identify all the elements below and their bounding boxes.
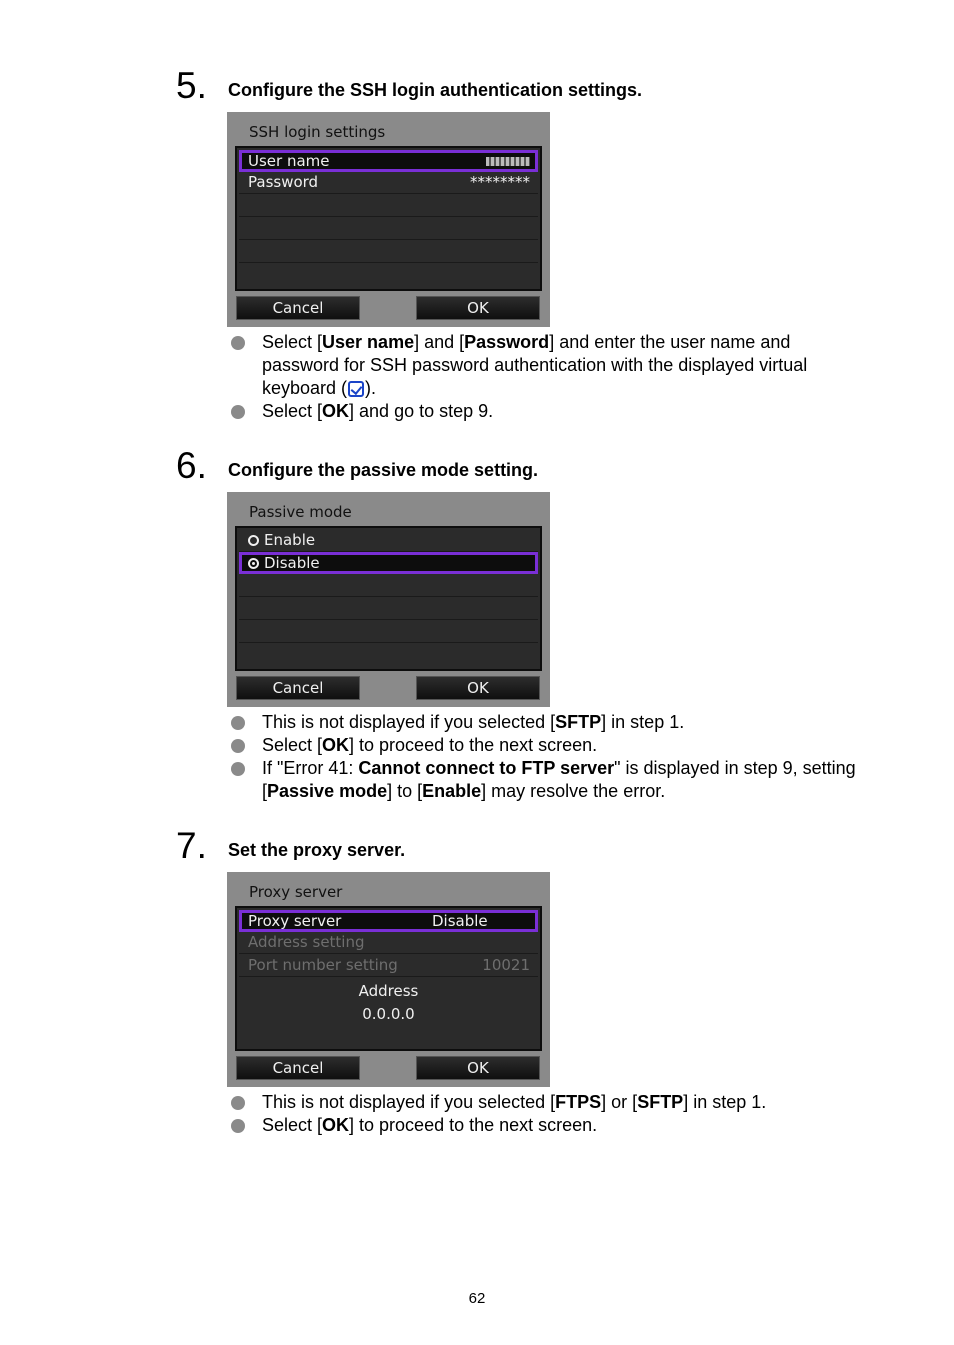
ok-button[interactable]: OK xyxy=(416,296,540,320)
settings-panel xyxy=(235,146,542,291)
step-title: Configure the SSH login authentication settings. xyxy=(228,80,643,100)
step-number: 7. xyxy=(176,825,207,866)
row-label: Port number setting xyxy=(248,956,398,974)
option-label: Disable xyxy=(264,554,320,572)
screen-title: Proxy server xyxy=(249,883,343,901)
address-info xyxy=(239,980,538,1026)
step-5-notes xyxy=(230,331,870,423)
empty-row xyxy=(239,195,538,217)
row-value: Disable xyxy=(432,912,488,930)
cancel-button[interactable]: Cancel xyxy=(236,676,360,700)
page-number: 62 xyxy=(468,1290,486,1307)
empty-row xyxy=(239,241,538,263)
empty-row xyxy=(239,218,538,240)
empty-row xyxy=(239,575,538,597)
password-row[interactable] xyxy=(239,172,538,194)
list-item: Select [OK] to proceed to the next screen. xyxy=(230,1114,870,1137)
list-item: This is not displayed if you selected [FTPS] or [SFTP] in step 1. xyxy=(230,1091,870,1114)
ssh-login-settings-screen xyxy=(227,112,550,327)
proxy-server-row[interactable] xyxy=(239,910,538,932)
empty-row xyxy=(239,598,538,620)
step-title: Configure the passive mode setting. xyxy=(228,460,539,480)
list-item: Select [User name] and [Password] and enter the user name and password for SSH password authentication with the displayed virtual keyboard ( ). xyxy=(230,331,870,400)
screen-title: SSH login settings xyxy=(249,123,386,141)
row-label: Password xyxy=(248,173,319,191)
list-item: Select [OK] to proceed to the next screen. xyxy=(230,734,870,757)
step-number: 6. xyxy=(176,445,207,486)
step-number: 5. xyxy=(176,65,207,106)
address-value: 0.0.0.0 xyxy=(362,1005,415,1023)
row-value: ******** xyxy=(470,173,530,191)
ok-button[interactable]: OK xyxy=(416,676,540,700)
empty-row xyxy=(239,644,538,666)
radio-off-icon xyxy=(248,535,259,546)
disable-option[interactable] xyxy=(239,552,538,574)
address-setting-row xyxy=(239,932,538,954)
passive-mode-screen xyxy=(227,492,550,707)
user-name-row[interactable] xyxy=(239,150,538,172)
list-item: Select [OK] and go to step 9. xyxy=(230,400,870,423)
proxy-server-screen xyxy=(227,872,550,1087)
settings-panel xyxy=(235,526,542,671)
link-icon[interactable] xyxy=(348,381,364,397)
list-item: If "Error 41: Cannot connect to FTP server" is displayed in step 9, setting [Passive mode] to [Enable] may resolve the error. xyxy=(230,757,870,803)
address-label: Address xyxy=(358,982,419,1000)
cancel-button[interactable]: Cancel xyxy=(236,296,360,320)
option-label: Enable xyxy=(264,531,316,549)
step-7-notes xyxy=(230,1091,870,1137)
step-6-notes xyxy=(230,711,870,803)
empty-row xyxy=(239,264,538,286)
settings-panel xyxy=(235,906,542,1051)
row-label: Address setting xyxy=(248,933,365,951)
ok-button[interactable]: OK xyxy=(416,1056,540,1080)
row-label: Proxy server xyxy=(248,912,342,930)
radio-on-icon xyxy=(248,558,259,569)
empty-row xyxy=(239,621,538,643)
masked-user-name xyxy=(486,153,530,169)
list-item: This is not displayed if you selected [SFTP] in step 1. xyxy=(230,711,870,734)
row-value: 10021 xyxy=(482,956,530,974)
step-title: Set the proxy server. xyxy=(228,840,406,860)
port-number-row xyxy=(239,955,538,977)
row-label: User name xyxy=(248,152,330,170)
screen-title: Passive mode xyxy=(249,503,352,521)
cancel-button[interactable]: Cancel xyxy=(236,1056,360,1080)
enable-option[interactable] xyxy=(239,530,538,552)
